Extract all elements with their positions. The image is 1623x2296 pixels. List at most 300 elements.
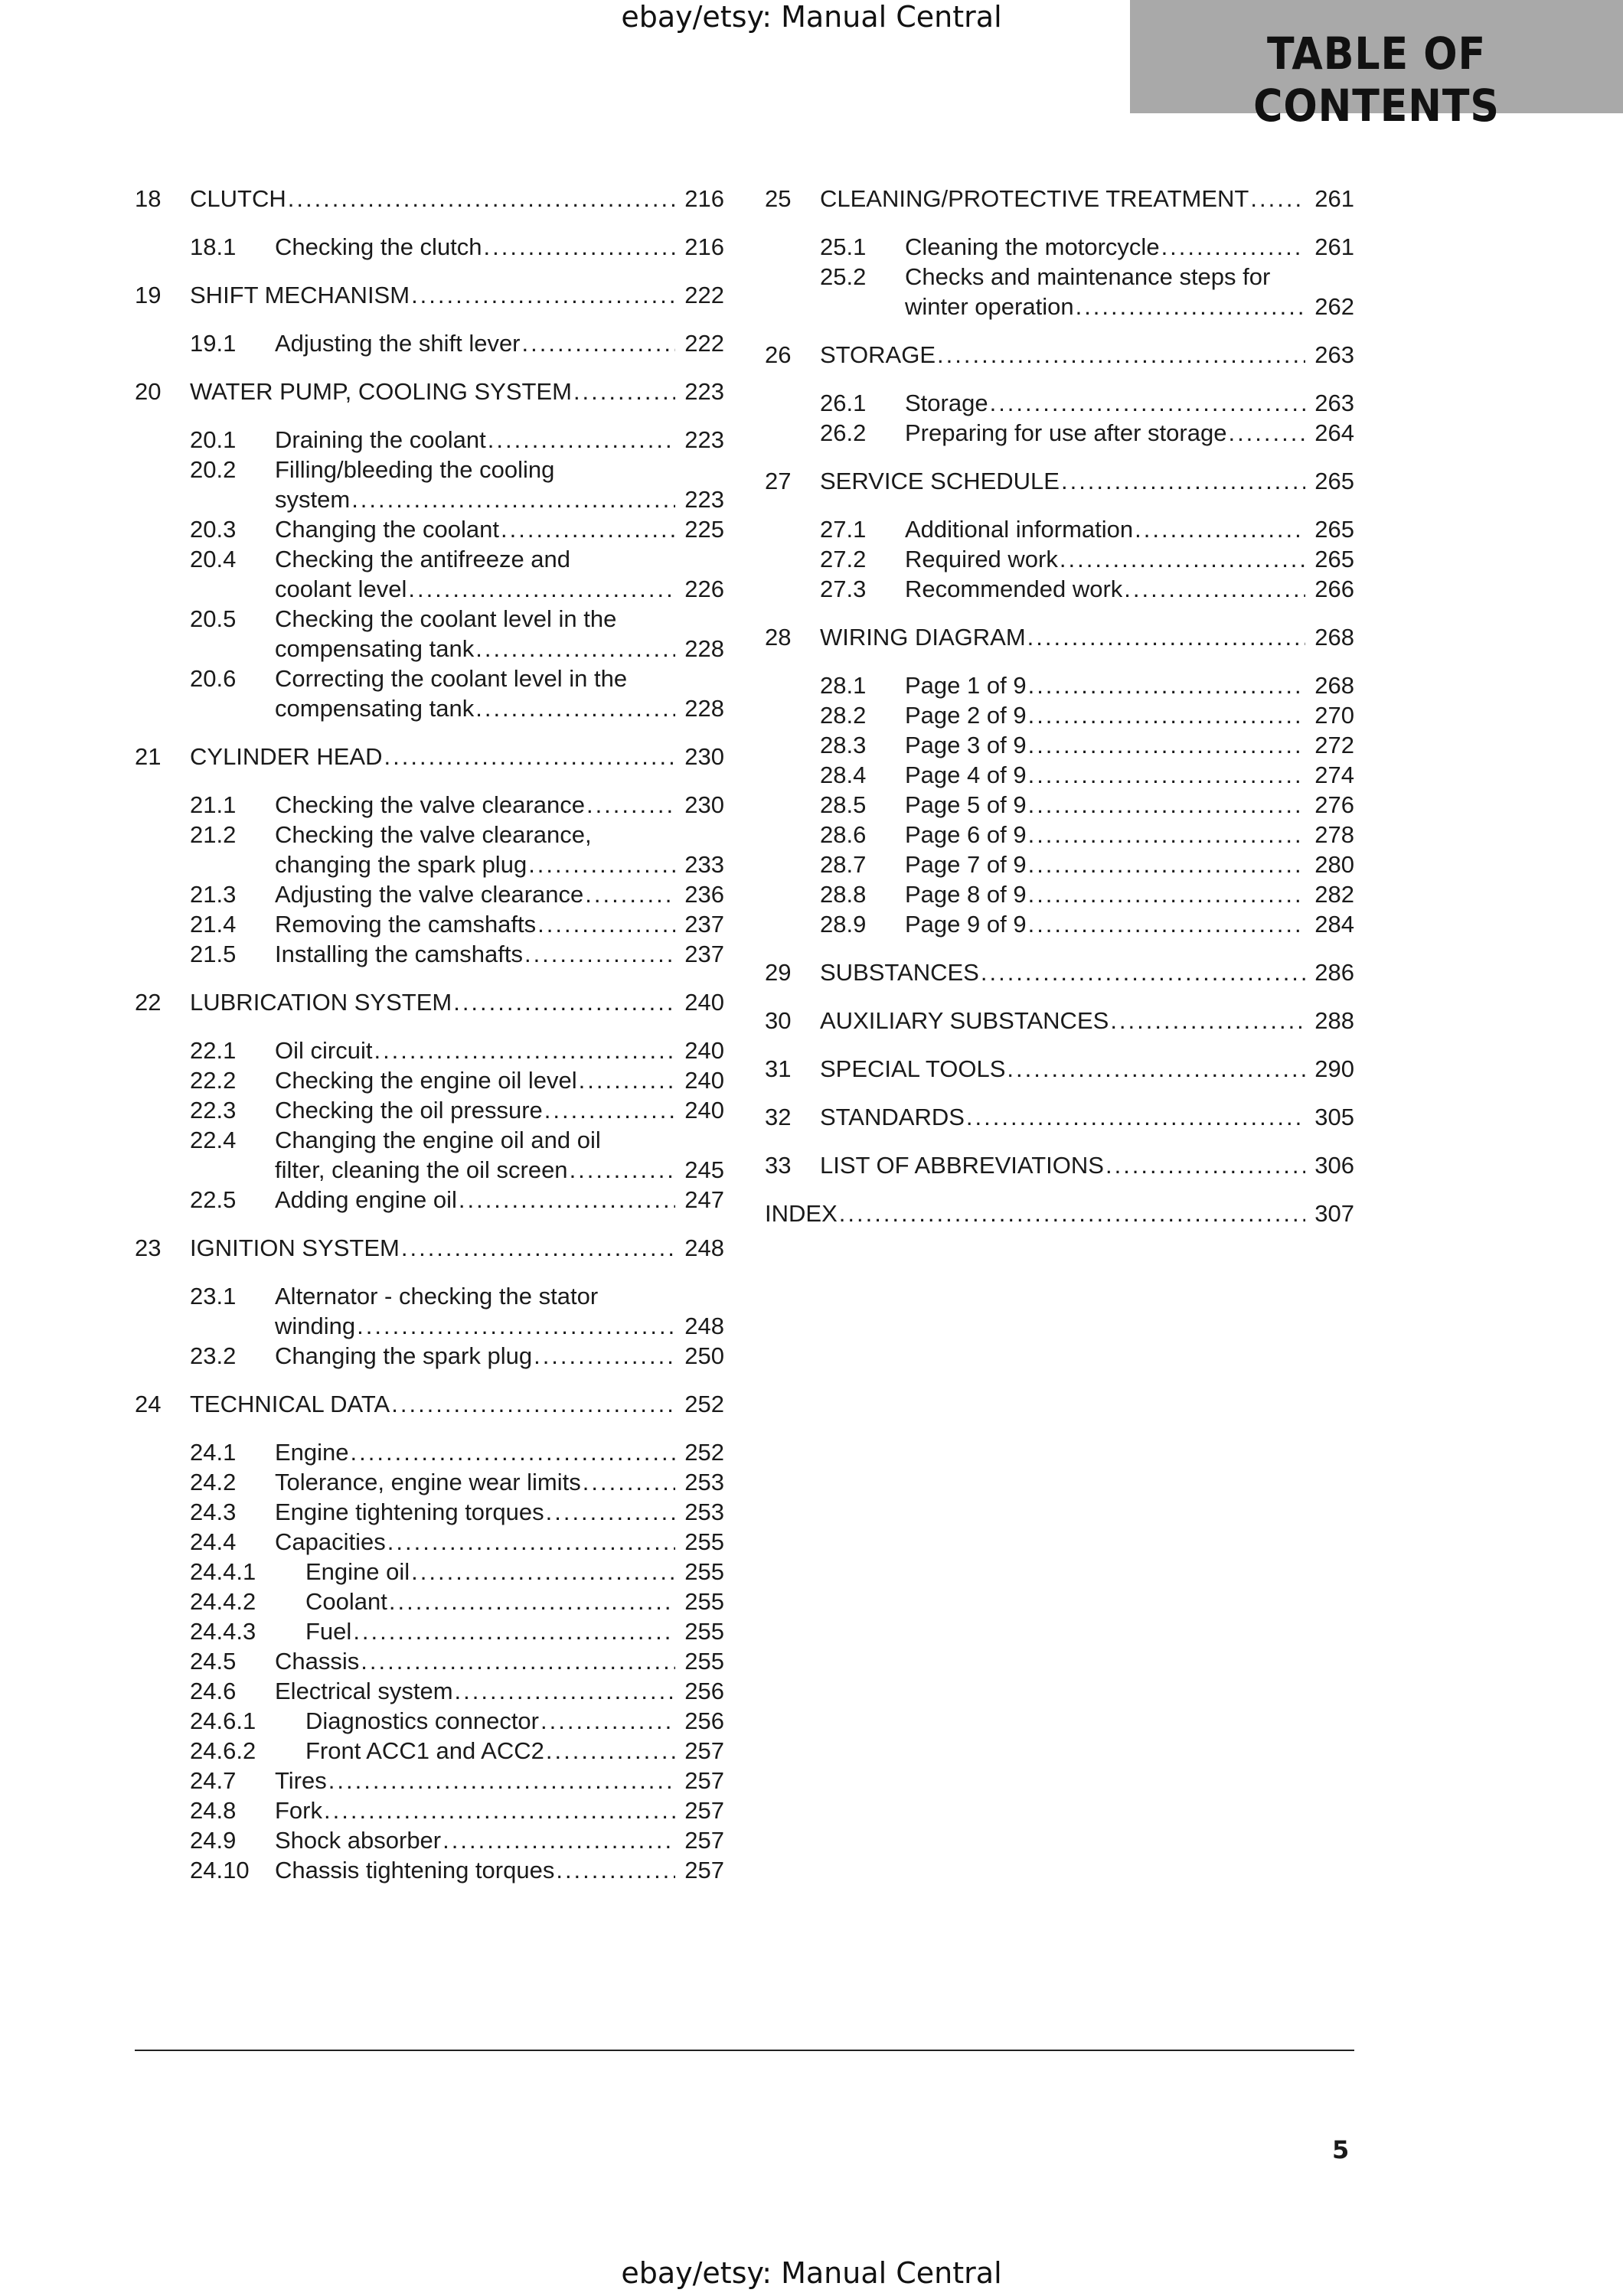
toc-entry-title: Chassis tightening torques <box>275 1857 555 1883</box>
toc-entry[interactable] <box>765 1199 1354 1228</box>
toc-entry-number: 20.2 <box>190 456 237 483</box>
toc-entry-title: Engine oil <box>305 1558 410 1585</box>
toc-entry-number: 28.9 <box>820 911 867 938</box>
toc-entry-page: 222 <box>684 330 724 357</box>
toc-entry[interactable] <box>765 1150 1354 1180</box>
toc-entry-page: 257 <box>684 1857 724 1883</box>
toc-entry-page: 286 <box>1314 959 1354 986</box>
toc-entry-page: 305 <box>1314 1104 1354 1130</box>
toc-entry-page: 264 <box>1314 419 1354 446</box>
toc-entry-page: 278 <box>1314 821 1354 848</box>
dot-leader <box>475 693 675 723</box>
dot-leader <box>1060 544 1305 574</box>
toc-entry-title: SHIFT MECHANISM <box>190 282 410 308</box>
toc-entry-page: 255 <box>684 1528 724 1555</box>
toc-entry-page: 250 <box>684 1342 724 1369</box>
toc-entry[interactable] <box>135 1676 724 1706</box>
toc-entry-number: 19.1 <box>190 330 237 357</box>
toc-entry-title: Removing the camshafts <box>275 911 537 938</box>
toc-entry[interactable] <box>765 622 1354 652</box>
toc-entry-page: 272 <box>1314 732 1354 758</box>
dot-leader <box>573 377 675 406</box>
toc-entry-number: 21.3 <box>190 881 237 908</box>
toc-entry-page: 252 <box>684 1391 724 1417</box>
toc-entry-page: 256 <box>684 1707 724 1734</box>
toc-entry[interactable] <box>135 1437 724 1467</box>
toc-entry-page: 237 <box>684 941 724 967</box>
toc-entry-title: Additional information <box>905 516 1134 543</box>
toc-entry[interactable] <box>135 1706 724 1736</box>
toc-entry-title: Preparing for use after storage <box>905 419 1227 446</box>
dot-leader <box>387 1527 675 1557</box>
toc-entry[interactable] <box>765 1006 1354 1035</box>
toc-entry[interactable] <box>135 1233 724 1263</box>
toc-entry-page: 257 <box>684 1797 724 1824</box>
toc-entry-page: 262 <box>1314 293 1354 320</box>
toc-entry[interactable] <box>135 939 724 969</box>
page-number: 5 <box>1332 2135 1350 2164</box>
toc-entry-number: 20.6 <box>190 665 237 692</box>
toc-entry-number: 24.4.2 <box>190 1588 256 1615</box>
toc-entry-title: Adjusting the valve clearance <box>275 881 584 908</box>
toc-entry[interactable] <box>135 1825 724 1855</box>
toc-entry-title: AUXILIARY SUBSTANCES <box>820 1007 1109 1034</box>
toc-entry-title: Page 8 of 9 <box>905 881 1027 908</box>
toc-entry-title: Diagnostics connector <box>305 1707 539 1734</box>
toc-entry-page: 306 <box>1314 1152 1354 1179</box>
toc-entry[interactable] <box>135 1065 724 1095</box>
toc-entry[interactable] <box>135 1616 724 1646</box>
toc-entry[interactable] <box>765 700 1354 730</box>
toc-entry-title: Changing the spark plug <box>275 1342 533 1369</box>
toc-entry-page: 255 <box>684 1618 724 1645</box>
toc-entry-title: Engine tightening torques <box>275 1499 544 1525</box>
toc-entry-title: Changing the coolant <box>275 516 500 543</box>
dot-leader <box>1061 466 1305 496</box>
toc-entry[interactable] <box>135 742 724 771</box>
dot-leader <box>328 1766 675 1795</box>
toc-entry-page: 263 <box>1314 390 1354 416</box>
toc-entry[interactable] <box>765 466 1354 496</box>
toc-entry-number: 20.3 <box>190 516 237 543</box>
toc-entry-number: 28.7 <box>820 851 867 878</box>
toc-entry-number: 29 <box>765 959 792 986</box>
toc-entry-number: 28 <box>765 624 792 651</box>
toc-entry[interactable] <box>135 1736 724 1766</box>
dot-leader <box>1124 574 1305 604</box>
toc-entry-page: 265 <box>1314 468 1354 494</box>
dot-leader <box>981 957 1305 987</box>
dot-leader <box>966 1102 1305 1132</box>
toc-entry-number: 24.4.3 <box>190 1618 256 1645</box>
toc-entry-number: 24.5 <box>190 1648 237 1675</box>
toc-entry-title: CLUTCH <box>190 185 286 212</box>
toc-entry-page: 223 <box>684 378 724 405</box>
dot-leader <box>583 1467 675 1497</box>
dot-leader <box>389 1587 675 1616</box>
toc-entry[interactable] <box>765 730 1354 760</box>
toc-entry[interactable] <box>135 879 724 909</box>
toc-entry-number: 28.5 <box>820 791 867 818</box>
toc-entry-number: 22.5 <box>190 1186 237 1213</box>
toc-entry-title-line1: Checking the coolant level in the <box>275 605 617 632</box>
toc-entry-page: 256 <box>684 1678 724 1704</box>
toc-entry-number: 23 <box>135 1234 162 1261</box>
toc-entry[interactable] <box>135 184 724 214</box>
toc-entry-page: 216 <box>684 185 724 212</box>
toc-entry-title: Tires <box>275 1767 327 1794</box>
toc-entry[interactable] <box>765 1102 1354 1132</box>
toc-entry[interactable] <box>765 340 1354 370</box>
toc-entry-title-line1: Changing the engine oil and oil <box>275 1127 601 1153</box>
toc-entry-page: 263 <box>1314 341 1354 368</box>
toc-entry-page: 268 <box>1314 624 1354 651</box>
toc-entry-number: 21.1 <box>190 791 237 818</box>
toc-entry[interactable] <box>135 1855 724 1885</box>
toc-entry[interactable] <box>135 1389 724 1419</box>
toc-entry-page: 280 <box>1314 851 1354 878</box>
dot-leader <box>1250 184 1305 214</box>
toc-entry-title: Capacities <box>275 1528 386 1555</box>
toc-entry-title: LUBRICATION SYSTEM <box>190 989 452 1016</box>
toc-entry[interactable] <box>765 760 1354 790</box>
toc-entry[interactable] <box>765 262 1354 321</box>
toc-entry[interactable] <box>135 604 724 664</box>
toc-entry[interactable] <box>135 1527 724 1557</box>
toc-entry[interactable] <box>765 544 1354 574</box>
toc-entry[interactable] <box>135 280 724 310</box>
dot-leader <box>1028 879 1305 909</box>
toc-entry-page: 265 <box>1314 516 1354 543</box>
toc-entry-page: 288 <box>1314 1007 1354 1034</box>
toc-entry[interactable] <box>135 455 724 514</box>
dot-leader <box>351 484 675 514</box>
toc-entry-number: 33 <box>765 1152 792 1179</box>
toc-entry-page: 248 <box>684 1234 724 1261</box>
toc-entry-page: 240 <box>684 1097 724 1124</box>
dot-leader <box>1028 909 1305 939</box>
toc-entry[interactable] <box>765 879 1354 909</box>
dot-leader <box>585 879 675 909</box>
toc-entry[interactable] <box>765 184 1354 214</box>
dot-leader <box>990 388 1305 418</box>
toc-entry-page: 276 <box>1314 791 1354 818</box>
toc-entry-page: 257 <box>684 1767 724 1794</box>
toc-entry-title: Engine <box>275 1439 349 1466</box>
toc-entry-title: TECHNICAL DATA <box>190 1391 390 1417</box>
toc-entry[interactable] <box>765 418 1354 448</box>
dot-leader <box>455 1676 675 1706</box>
toc-entry-number: 24.1 <box>190 1439 237 1466</box>
toc-entry-page: 228 <box>684 635 724 662</box>
toc-entry-page: 290 <box>1314 1055 1354 1082</box>
toc-entry-number: 24.10 <box>190 1857 250 1883</box>
toc-entry-title: Cleaning the motorcycle <box>905 233 1160 260</box>
dot-leader <box>937 340 1305 370</box>
toc-entry-page: 257 <box>684 1737 724 1764</box>
toc-entry[interactable] <box>135 544 724 604</box>
toc-entry[interactable] <box>135 664 724 723</box>
toc-entry-page: 265 <box>1314 546 1354 572</box>
toc-entry-number: 24.6 <box>190 1678 237 1704</box>
toc-entry[interactable] <box>135 1035 724 1065</box>
dot-leader <box>1028 670 1305 700</box>
toc-entry-title: Installing the camshafts <box>275 941 523 967</box>
toc-entry-title: CYLINDER HEAD <box>190 743 383 770</box>
toc-entry-page: 240 <box>684 1067 724 1094</box>
toc-entry-number: 22 <box>135 989 162 1016</box>
toc-entry[interactable] <box>135 909 724 939</box>
toc-entry[interactable] <box>765 790 1354 820</box>
toc-entry-title: WIRING DIAGRAM <box>820 624 1026 651</box>
dot-leader <box>357 1311 675 1341</box>
watermark-bottom: ebay/etsy: Manual Central <box>621 2256 1002 2290</box>
dot-leader <box>1028 760 1305 790</box>
dot-leader <box>288 184 675 214</box>
dot-leader <box>453 987 675 1017</box>
dot-leader <box>488 425 675 455</box>
toc-entry-number: 20.1 <box>190 426 237 453</box>
header-banner <box>1130 0 1623 132</box>
toc-entry-page: 223 <box>684 486 724 513</box>
toc-entry-number: 28.6 <box>820 821 867 848</box>
toc-entry[interactable] <box>135 790 724 820</box>
dot-leader <box>484 232 675 262</box>
toc-entry-page: 222 <box>684 282 724 308</box>
dot-leader <box>540 1706 675 1736</box>
toc-entry-title: Page 4 of 9 <box>905 762 1027 788</box>
dot-leader <box>522 328 675 358</box>
toc-entry-number: 19 <box>135 282 162 308</box>
toc-entry-number: 25 <box>765 185 792 212</box>
toc-entry-number: 32 <box>765 1104 792 1130</box>
dot-leader <box>1105 1150 1305 1180</box>
toc-entry-page: 255 <box>684 1648 724 1675</box>
dot-leader <box>324 1795 675 1825</box>
toc-entry-number: 24 <box>135 1391 162 1417</box>
toc-entry-number: 24.6.2 <box>190 1737 256 1764</box>
toc-entry[interactable] <box>765 820 1354 850</box>
toc-right-column <box>765 184 1354 1228</box>
toc-entry[interactable] <box>135 1557 724 1587</box>
toc-entry[interactable] <box>765 574 1354 604</box>
toc-entry-title: compensating tank <box>275 635 475 662</box>
toc-entry[interactable] <box>135 425 724 455</box>
toc-entry[interactable] <box>765 514 1354 544</box>
toc-entry[interactable] <box>135 820 724 879</box>
dot-leader <box>384 742 676 771</box>
dot-leader <box>1135 514 1305 544</box>
toc-entry-number: 28.8 <box>820 881 867 908</box>
dot-leader <box>1110 1006 1305 1035</box>
toc-entry-title: Storage <box>905 390 988 416</box>
toc-entry-number: 25.2 <box>820 263 867 290</box>
toc-entry-number: 22.2 <box>190 1067 237 1094</box>
toc-entry-number: 20 <box>135 378 162 405</box>
dot-leader <box>353 1616 675 1646</box>
dot-leader <box>546 1736 675 1766</box>
toc-entry-title: Front ACC1 and ACC2 <box>305 1737 544 1764</box>
toc-entry[interactable] <box>135 1281 724 1341</box>
toc-entry-title-line1: Alternator - checking the stator <box>275 1283 599 1309</box>
dot-leader <box>442 1825 675 1855</box>
toc-entry-number: 18 <box>135 185 162 212</box>
dot-leader <box>1228 418 1305 448</box>
dot-leader <box>1161 232 1305 262</box>
toc-entry-title: Fork <box>275 1797 322 1824</box>
page-title: TABLE OF CONTENTS <box>1253 28 1500 132</box>
dot-leader <box>570 1155 675 1185</box>
toc-entry-title-line1: Checking the valve clearance, <box>275 821 592 848</box>
toc-entry-title: filter, cleaning the oil screen <box>275 1156 568 1183</box>
dot-leader <box>374 1035 675 1065</box>
toc-entry[interactable] <box>135 1341 724 1371</box>
toc-entry[interactable] <box>135 232 724 262</box>
dot-leader <box>411 280 675 310</box>
dot-leader <box>1076 292 1305 321</box>
toc-entry-title: CLEANING/PROTECTIVE TREATMENT <box>820 185 1249 212</box>
toc-entry-page: 261 <box>1314 233 1354 260</box>
toc-entry[interactable] <box>765 670 1354 700</box>
toc-entry-number: 24.3 <box>190 1499 237 1525</box>
toc-entry-title: Page 1 of 9 <box>905 672 1027 699</box>
toc-entry-title: Page 6 of 9 <box>905 821 1027 848</box>
toc-entry-page: 253 <box>684 1499 724 1525</box>
toc-entry-page: 236 <box>684 881 724 908</box>
dot-leader <box>556 1855 675 1885</box>
toc-entry[interactable] <box>135 1497 724 1527</box>
toc-entry-title-line1: Filling/bleeding the cooling <box>275 456 555 483</box>
dot-leader <box>546 1497 675 1527</box>
toc-entry-title: INDEX <box>765 1200 838 1227</box>
toc-left-column <box>135 184 724 1885</box>
toc-entry[interactable] <box>765 1054 1354 1084</box>
dot-leader <box>537 909 675 939</box>
toc-entry-title-line1: Checks and maintenance steps for <box>905 263 1271 290</box>
toc-entry-page: 230 <box>684 743 724 770</box>
toc-entry-page: 261 <box>1314 185 1354 212</box>
dot-leader <box>351 1437 675 1467</box>
toc-entry[interactable] <box>135 377 724 406</box>
dot-leader <box>411 1557 675 1587</box>
toc-entry-title: Checking the oil pressure <box>275 1097 543 1124</box>
toc-entry-number: 21.5 <box>190 941 237 967</box>
toc-entry[interactable] <box>765 957 1354 987</box>
toc-entry-title: Fuel <box>305 1618 352 1645</box>
toc-entry-title-line1: Correcting the coolant level in the <box>275 665 628 692</box>
dot-leader <box>1007 1054 1305 1084</box>
toc-entry-page: 216 <box>684 233 724 260</box>
toc-entry-title: Recommended work <box>905 576 1123 602</box>
toc-entry-number: 27 <box>765 468 792 494</box>
toc-entry-number: 28.2 <box>820 702 867 729</box>
toc-entry-number: 28.1 <box>820 672 867 699</box>
toc-entry-title: Adjusting the shift lever <box>275 330 521 357</box>
toc-entry-title: Page 2 of 9 <box>905 702 1027 729</box>
dot-leader <box>1028 820 1305 850</box>
toc-entry-number: 21.4 <box>190 911 237 938</box>
toc-entry-title: SPECIAL TOOLS <box>820 1055 1006 1082</box>
dot-leader <box>534 1341 675 1371</box>
toc-entry-page: 226 <box>684 576 724 602</box>
toc-entry-title: Checking the valve clearance <box>275 791 585 818</box>
dot-leader <box>408 574 675 604</box>
dot-leader <box>1028 730 1305 760</box>
toc-entry-page: 223 <box>684 426 724 453</box>
dot-leader <box>1028 700 1305 730</box>
toc-entry-page: 228 <box>684 695 724 722</box>
toc-entry-number: 24.7 <box>190 1767 237 1794</box>
toc-entry-title: changing the spark plug <box>275 851 527 878</box>
toc-entry-title: Page 3 of 9 <box>905 732 1027 758</box>
toc-entry[interactable] <box>135 1646 724 1676</box>
toc-entry[interactable] <box>765 909 1354 939</box>
toc-entry[interactable] <box>135 514 724 544</box>
toc-entry-number: 24.9 <box>190 1827 237 1854</box>
toc-entry[interactable] <box>135 1467 724 1497</box>
toc-entry-page: 255 <box>684 1558 724 1585</box>
toc-entry-page: 240 <box>684 1037 724 1064</box>
dot-leader <box>361 1646 675 1676</box>
toc-entry-number: 21 <box>135 743 162 770</box>
dot-leader <box>528 850 675 879</box>
toc-entry-title: Oil circuit <box>275 1037 373 1064</box>
toc-entry-number: 30 <box>765 1007 792 1034</box>
toc-entry[interactable] <box>135 1185 724 1215</box>
toc-entry-page: 240 <box>684 989 724 1016</box>
dot-leader <box>391 1389 675 1419</box>
toc-entry[interactable] <box>135 1095 724 1125</box>
toc-entry[interactable] <box>765 850 1354 879</box>
toc-entry-title: Electrical system <box>275 1678 453 1704</box>
toc-entry-page: 253 <box>684 1469 724 1495</box>
toc-entry[interactable] <box>135 987 724 1017</box>
toc-entry[interactable] <box>135 328 724 358</box>
toc-entry-number: 20.4 <box>190 546 237 572</box>
toc-entry-title: SUBSTANCES <box>820 959 979 986</box>
toc-entry-number: 20.5 <box>190 605 237 632</box>
toc-entry[interactable] <box>765 388 1354 418</box>
toc-entry[interactable] <box>135 1766 724 1795</box>
toc-entry[interactable] <box>135 1795 724 1825</box>
toc-entry-page: 274 <box>1314 762 1354 788</box>
toc-entry[interactable] <box>765 232 1354 262</box>
toc-entry-page: 268 <box>1314 672 1354 699</box>
toc-entry[interactable] <box>135 1125 724 1185</box>
toc-entry-number: 23.2 <box>190 1342 237 1369</box>
toc-entry-title: STANDARDS <box>820 1104 965 1130</box>
toc-entry-page: 252 <box>684 1439 724 1466</box>
dot-leader <box>1027 622 1305 652</box>
toc-entry-page: 248 <box>684 1313 724 1339</box>
dot-leader <box>839 1199 1305 1228</box>
toc-entry-number: 22.3 <box>190 1097 237 1124</box>
toc-entry-number: 24.6.1 <box>190 1707 256 1734</box>
toc-entry-number: 31 <box>765 1055 792 1082</box>
toc-entry-page: 245 <box>684 1156 724 1183</box>
toc-entry-title: Required work <box>905 546 1058 572</box>
dot-leader <box>475 634 675 664</box>
toc-entry-page: 270 <box>1314 702 1354 729</box>
dot-leader <box>544 1095 675 1125</box>
toc-entry-title: Checking the clutch <box>275 233 482 260</box>
toc-entry-title: Tolerance, engine wear limits <box>275 1469 581 1495</box>
toc-entry-number: 26 <box>765 341 792 368</box>
toc-entry-number: 18.1 <box>190 233 237 260</box>
toc-entry-page: 307 <box>1314 1200 1354 1227</box>
toc-entry-title: winding <box>275 1313 356 1339</box>
toc-entry[interactable] <box>135 1587 724 1616</box>
